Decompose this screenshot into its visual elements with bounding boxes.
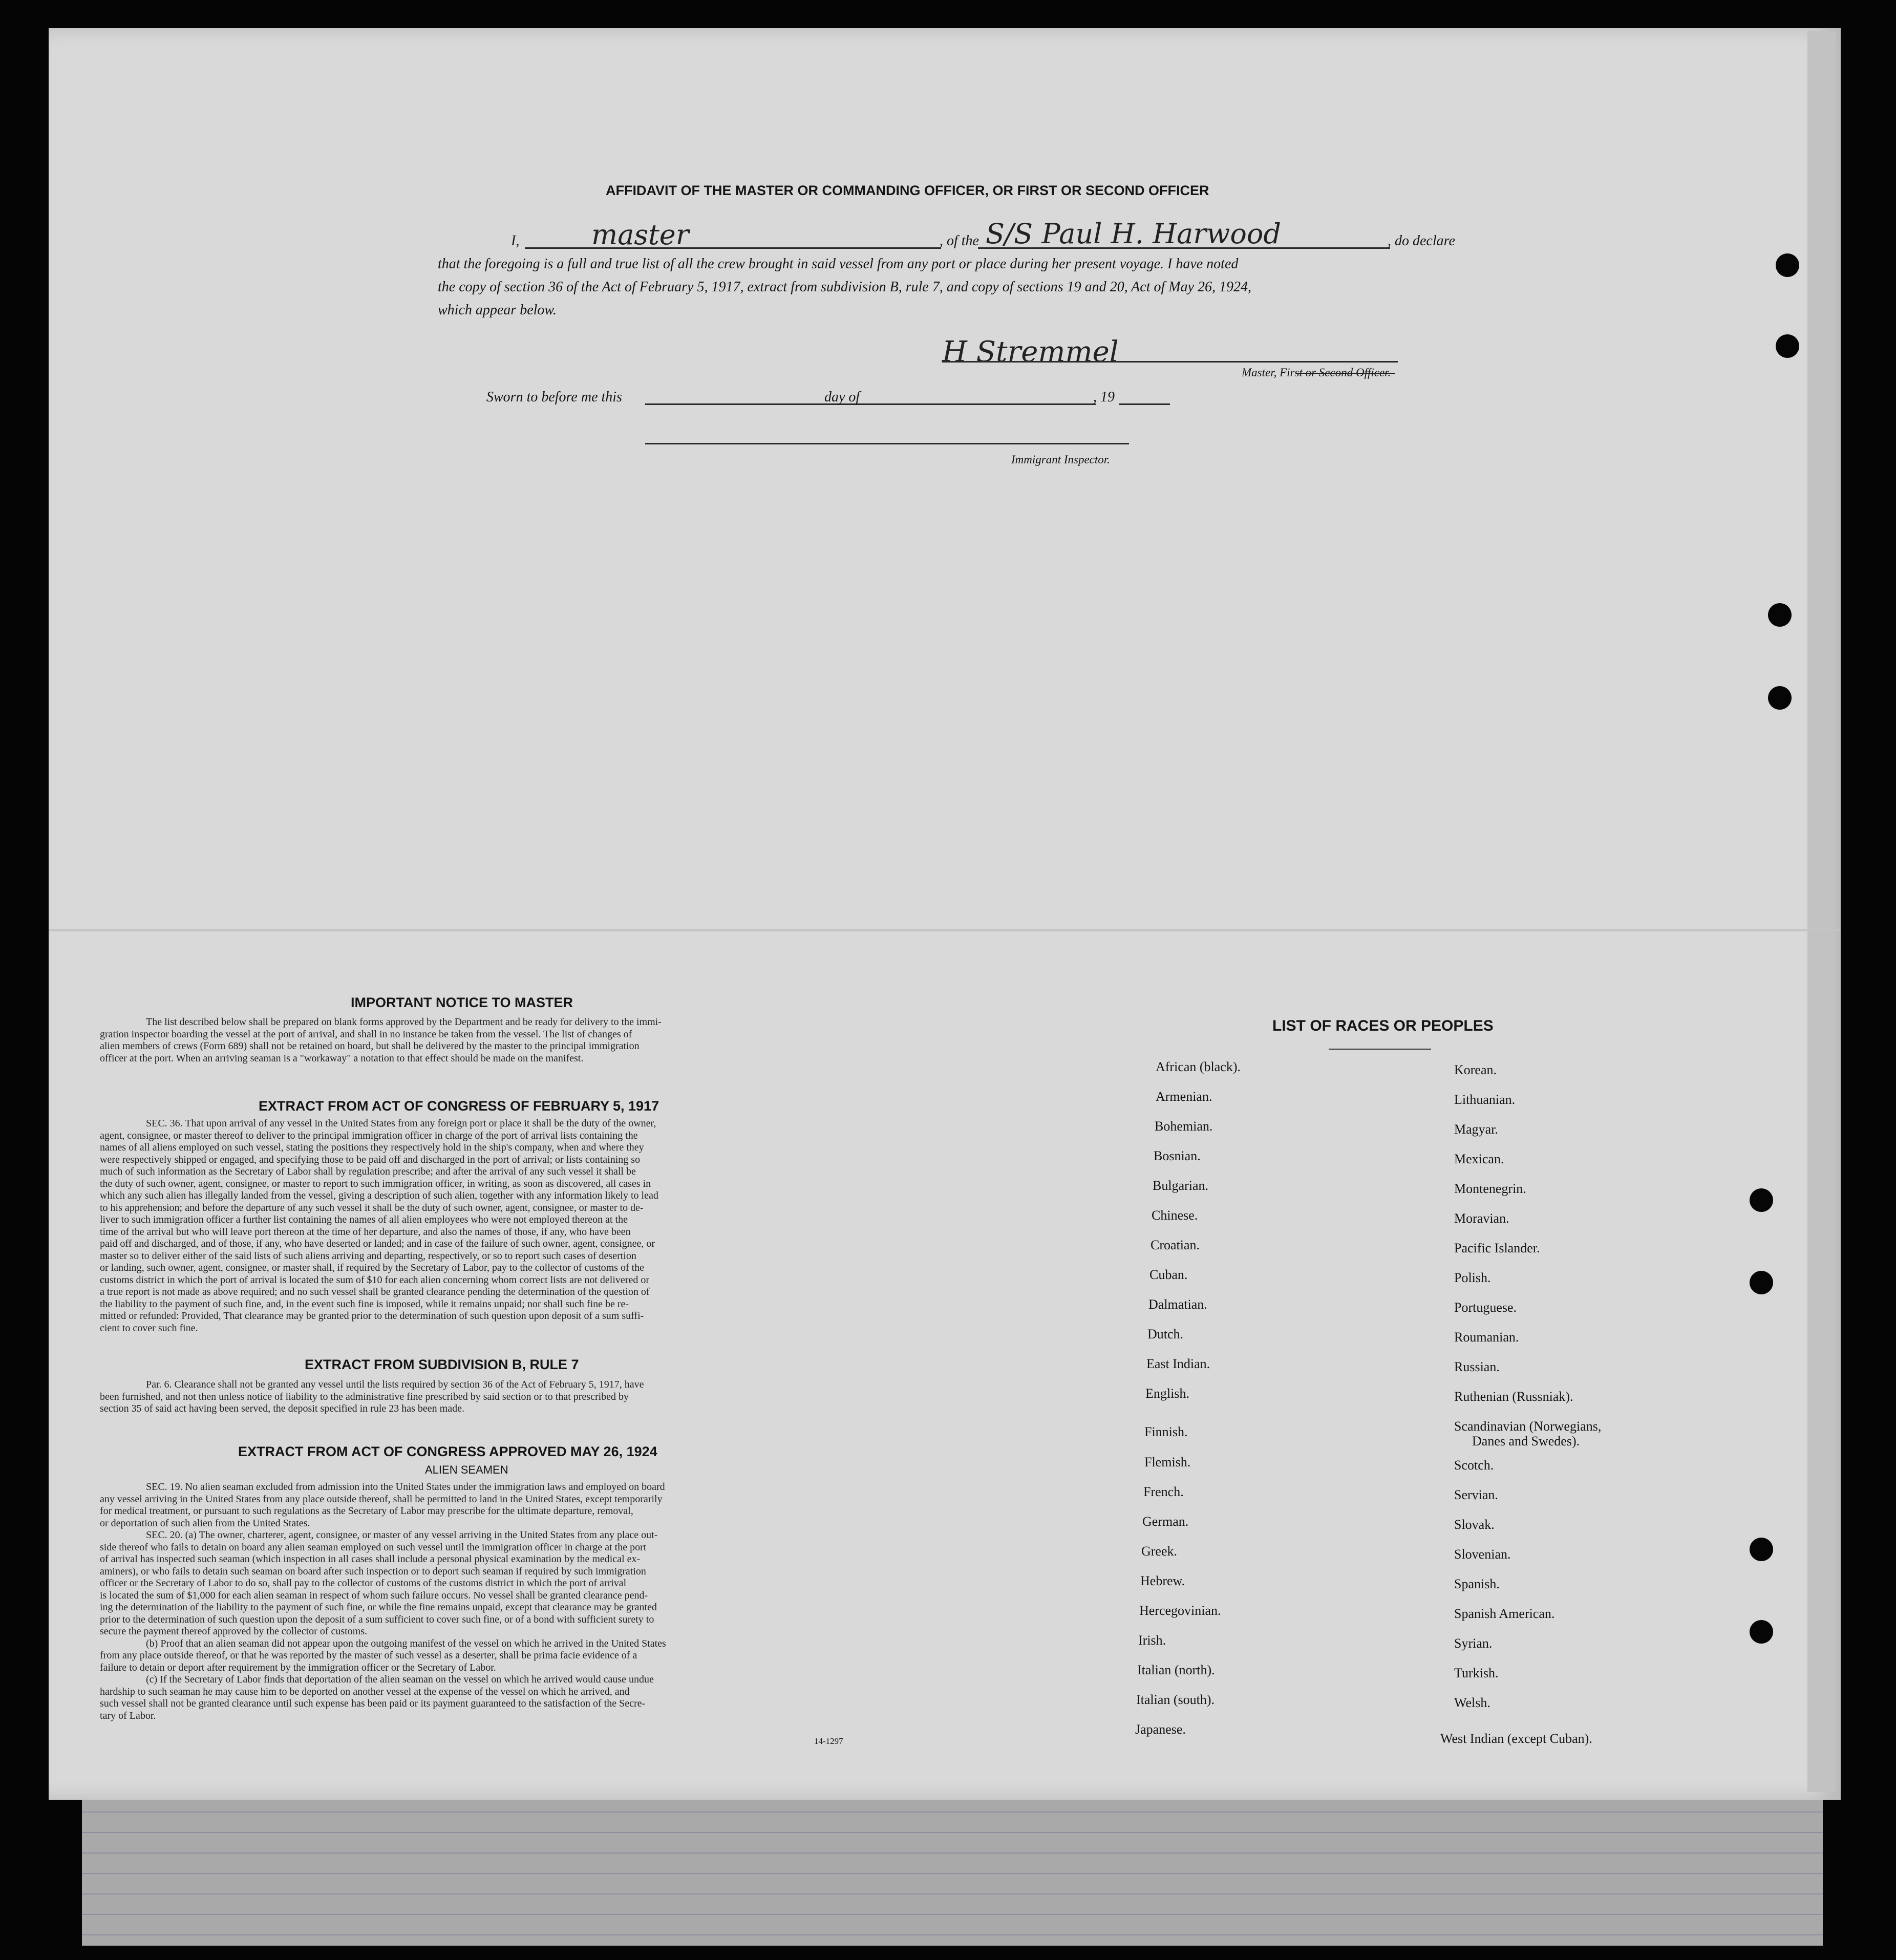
extract-1924-line: SEC. 19. No alien seaman excluded from admission into the United States under the immigration laws and employed on board xyxy=(146,1481,665,1493)
affidavit-i-label: I, xyxy=(511,233,520,249)
extract-1917-line: the liability to the payment of such fine, and, in the event such fine is imposed, while it remains unpaid; nor shall such fine be re- xyxy=(100,1298,629,1310)
affidavit-body-line-1: that the foregoing is a full and true list of all the crew brought in said vessel from any port or place during her present voyage. I have noted xyxy=(438,256,1239,272)
race-item: Servian. xyxy=(1454,1487,1498,1502)
race-item: Lithuanian. xyxy=(1454,1092,1516,1107)
race-item: Slovenian. xyxy=(1454,1547,1511,1562)
race-item: Bulgarian. xyxy=(1153,1178,1209,1193)
binder-hole xyxy=(1776,253,1799,277)
race-item: Roumanian. xyxy=(1454,1330,1519,1345)
extract-1924-subtitle: ALIEN SEAMEN xyxy=(425,1463,508,1476)
race-item: West Indian (except Cuban). xyxy=(1440,1731,1592,1746)
race-item: Scotch. xyxy=(1454,1458,1494,1473)
sworn-year-line xyxy=(1119,403,1170,405)
master-name-line xyxy=(525,247,941,249)
affidavit-body-line-2: the copy of section 36 of the Act of February 5, 1917, extract from subdivision B, rule 7, and copy of sections 19 and 20, Act of May 26, 1924, xyxy=(438,279,1252,295)
extract-1917-text xyxy=(100,1118,858,1334)
races-title-rule xyxy=(1329,1049,1431,1050)
extract-1917-line: SEC. 36. That upon arrival of any vessel in the United States from any foreign port or place it shall be the duty of the owner, xyxy=(146,1118,656,1129)
binder-hole xyxy=(1750,1538,1773,1561)
extract-1917-line: master so to deliver either of the said lists of such aliens arriving and departing, respectively, or so to report such cases of desertion xyxy=(100,1250,636,1262)
race-item: Dalmatian. xyxy=(1148,1297,1207,1312)
race-item: Greek. xyxy=(1141,1544,1178,1559)
race-item: Portuguese. xyxy=(1454,1300,1517,1315)
notice-text xyxy=(100,1016,858,1064)
extract-rule7-line: section 35 of said act having been served, the deposit specified in rule 23 has been made. xyxy=(100,1403,464,1414)
race-item: Pacific Islander. xyxy=(1454,1241,1540,1255)
extract-1917-line: to his apprehension; and before the departure of any such vessel it shall be the duty of such owner, agent, consignee, or master to de- xyxy=(100,1202,644,1213)
form-number: 14-1297 xyxy=(814,1736,843,1746)
race-item: Bohemian. xyxy=(1155,1119,1213,1134)
vessel-name-handwritten: S/S Paul H. Harwood xyxy=(986,218,1281,250)
extract-1924-line: secure the payment thereof approved by the collector of customs. xyxy=(100,1626,368,1637)
extract-1924-line: failure to detain or deport after requirement by the immigration officer or the Secretary of Labor. xyxy=(100,1661,496,1673)
extract-1917-line: the duty of such owner, agent, consignee, or master to report to such immigration officer, in writing, as soon as discovered, all cases in xyxy=(100,1178,651,1189)
document-page xyxy=(49,28,1841,1800)
race-item: Spanish. xyxy=(1454,1576,1500,1591)
race-item: Italian (south). xyxy=(1136,1692,1215,1707)
extract-1924-line: hardship to such seaman he may cause him to be deported on another vessel at the expense of the vessel on which he arrived, and xyxy=(100,1686,630,1697)
race-item: Croatian. xyxy=(1151,1238,1200,1252)
extract-1917-line: names of all aliens employed on such vessel, stating the positions they respectively hold in the ship's company, when and where they xyxy=(100,1142,644,1153)
binder-hole xyxy=(1750,1188,1773,1212)
page-fold-crease xyxy=(49,929,1841,931)
race-item: Ruthenian (Russniak). xyxy=(1454,1389,1573,1404)
notice-line: officer at the port. When an arriving seaman is a "workaway" a notation to that effect should be made on the manifest. xyxy=(100,1052,584,1064)
extract-rule7-text xyxy=(100,1379,858,1415)
race-item: Slovak. xyxy=(1454,1517,1495,1532)
race-item: Magyar. xyxy=(1454,1122,1498,1137)
extract-1924-line: aminers), or who fails to detain such seaman on board after such inspection or to deport such seaman if required by such immigration xyxy=(100,1565,646,1577)
race-item: Chinese. xyxy=(1152,1208,1198,1223)
notice-line: The list described below shall be prepared on blank forms approved by the Department and be ready for delivery to the immi- xyxy=(146,1016,662,1028)
extract-rule7-title: EXTRACT FROM SUBDIVISION B, RULE 7 xyxy=(305,1357,579,1372)
binder-hole xyxy=(1750,1271,1773,1294)
extract-1924-line: prior to the determination of such question upon the deposit of a sum sufficient to cover such fine, or of a bond with sufficient surety to xyxy=(100,1613,654,1625)
sworn-month-line xyxy=(870,403,1096,405)
extract-1917-line: time of the arrival but who will leave port thereon at the time of her departure, and also the names of those, if any, who have been xyxy=(100,1226,631,1238)
extract-1917-line: were respectively shipped or engaged, and specifying those to be paid off and discharged in the port of arrival; or lists containing so xyxy=(100,1154,641,1165)
page-edge-strip xyxy=(1807,31,1836,1792)
race-item: Turkish. xyxy=(1454,1666,1499,1680)
extract-1924-line: of arrival has inspected such seaman (which inspection in all cases shall include a personal physical examination by the medical ex- xyxy=(100,1553,641,1565)
binder-hole xyxy=(1750,1620,1773,1644)
extract-1917-title: EXTRACT FROM ACT OF CONGRESS OF FEBRUARY 5, 1917 xyxy=(259,1098,659,1114)
extract-1924-line: for medical treatment, or pursuant to such regulations as the Secretary of Labor may prescribe for the ultimate departure, removal, xyxy=(100,1505,633,1517)
notice-line: alien members of crews (Form 689) shall not be retained on board, but shall be delivered by the master to the principal immigration xyxy=(100,1040,640,1052)
extract-1924-line: is located the sum of $1,000 for each alien seaman in respect of whom such failure occurs. No vessel shall be granted clearance pend- xyxy=(100,1589,648,1601)
affidavit-title: AFFIDAVIT OF THE MASTER OR COMMANDING OFFICER, OR FIRST OR SECOND OFFICER xyxy=(606,183,1209,198)
master-name-handwritten: master xyxy=(591,219,689,251)
races-title: LIST OF RACES OR PEOPLES xyxy=(1272,1017,1494,1034)
race-item: Russian. xyxy=(1454,1359,1500,1374)
extract-1924-line: SEC. 20. (a) The owner, charterer, agent, consignee, or master of any vessel arriving in the United States from any place out- xyxy=(146,1529,658,1541)
of-the-label: , of the xyxy=(940,233,979,249)
extract-1917-line: cient to cover such fine. xyxy=(100,1322,198,1334)
race-item: Mexican. xyxy=(1454,1152,1504,1166)
extract-1917-line: which any such alien has illegally landed from the vessel, giving a description of such alien, together with any information likely to lead xyxy=(100,1190,658,1201)
race-item: Montenegrin. xyxy=(1454,1181,1526,1196)
affidavit-body-line-3: which appear below. xyxy=(438,302,557,318)
race-item: Moravian. xyxy=(1454,1211,1509,1226)
extract-1917-line: a true report is not made as above required; and no such vessel shall be granted clearance pending the determination of the question of xyxy=(100,1286,650,1297)
race-item: Spanish American. xyxy=(1454,1606,1555,1621)
sworn-label: Sworn to before me this xyxy=(486,389,622,405)
inspector-signature-line xyxy=(645,443,1129,444)
extract-1917-line: customs district in which the port of arrival is located the sum of $10 for each alien concerning whom correct lists are not delivered or xyxy=(100,1274,649,1286)
extract-1924-line: or deportation of such alien from the United States. xyxy=(100,1517,310,1529)
race-item: Italian (north). xyxy=(1137,1663,1215,1677)
extract-rule7-line: Par. 6. Clearance shall not be granted any vessel until the lists required by section 36 of the Act of February 5, 1917, have xyxy=(146,1379,644,1390)
notice-title: IMPORTANT NOTICE TO MASTER xyxy=(351,995,573,1010)
extract-1917-line: agent, consignee, or master thereof to deliver to the principal immigration officer in charge of the port of arrival lists containing the xyxy=(100,1130,638,1141)
year-label: , 19 xyxy=(1093,389,1115,405)
extract-1924-text xyxy=(100,1481,858,1722)
race-item: Hercegovinian. xyxy=(1139,1603,1221,1618)
extract-1917-line: mitted or refunded: Provided, That clearance may be granted prior to the determination of such question upon deposit of a sum suffi- xyxy=(100,1310,644,1322)
binder-hole xyxy=(1768,686,1792,710)
binder-hole xyxy=(1768,603,1792,627)
extract-1924-line: (b) Proof that an alien seaman did not appear upon the outgoing manifest of the vessel on which he arrived in the United States xyxy=(146,1637,666,1649)
extract-1917-line: much of such information as the Secretary of Labor shall by regulation prescribe; and after the arrival of any such vessel it shall be xyxy=(100,1166,636,1177)
inspector-caption: Immigrant Inspector. xyxy=(1011,453,1110,466)
extract-1917-line: or landing, such owner, agent, consignee, or master shall, if required by the Secretary of Labor, pay to the collector of customs of the xyxy=(100,1262,645,1273)
extract-rule7-line: been furnished, and not then unless notice of liability to the administrative fine prescribed by said section or to that prescribed by xyxy=(100,1391,629,1402)
race-item: Cuban. xyxy=(1149,1267,1188,1282)
extract-1924-line: tary of Labor. xyxy=(100,1710,156,1721)
race-item: Dutch. xyxy=(1147,1327,1184,1341)
signature-caption-text: Master, First or Second Officer. xyxy=(1242,366,1391,379)
race-item: Scandinavian (Norwegians, xyxy=(1454,1419,1602,1434)
extract-1924-line: from any place outside thereof, or that he was reported by the master of such vessel as a deserter, shall be prima facie evidence of a xyxy=(100,1650,637,1661)
race-item: Polish. xyxy=(1454,1270,1491,1285)
signature-line xyxy=(942,361,1398,363)
binder-hole xyxy=(1776,334,1799,358)
race-item: East Indian. xyxy=(1146,1356,1210,1371)
extract-1924-line: ing the determination of the liability to the payment of such fine, or while the fine remains unpaid, except that clearance may be granted xyxy=(100,1602,657,1613)
extract-1924-line: side thereof who fails to detain on board any alien seaman employed on such vessel until the immigration officer in charge at the port xyxy=(100,1541,647,1553)
race-item: Syrian. xyxy=(1454,1636,1493,1651)
extract-1917-line: paid off and discharged, and of those, if any, who have deserted or landed; and in case of the failure of such owner, agent, consignee, or xyxy=(100,1238,655,1249)
extract-1924-line: (c) If the Secretary of Labor finds that deportation of the alien seaman on the vessel on which he arrived would cause undue xyxy=(146,1674,654,1685)
extract-1924-title: EXTRACT FROM ACT OF CONGRESS APPROVED MAY 26, 1924 xyxy=(238,1444,657,1459)
extract-1924-line: any vessel arriving in the United States from any place outside thereof, shall be permitted to land in the United States, except temporarily xyxy=(100,1493,663,1505)
race-item: Finnish. xyxy=(1144,1424,1188,1439)
race-item: English. xyxy=(1145,1386,1189,1401)
extract-1924-line: such vessel shall not be granted clearance until such expense has been paid or its payment guaranteed to the satisfaction of the Secre- xyxy=(100,1698,646,1709)
race-item: Bosnian. xyxy=(1154,1148,1201,1163)
race-item: German. xyxy=(1142,1514,1189,1529)
do-declare-label: , do declare xyxy=(1388,233,1455,249)
extract-1917-line: liver to such immigration officer a further list containing the names of all alien employees who were not employed thereon at the xyxy=(100,1214,628,1225)
notice-line: gration inspector boarding the vessel at the port of arrival, and shall in no instance be taken from the vessel. The list of changes of xyxy=(100,1028,632,1040)
race-item: Korean. xyxy=(1454,1062,1497,1077)
race-item: Japanese. xyxy=(1135,1722,1186,1737)
race-item: Armenian. xyxy=(1156,1089,1212,1104)
race-item: Flemish. xyxy=(1144,1455,1191,1469)
race-item: African (black). xyxy=(1156,1059,1241,1074)
underlying-ledger-sheet xyxy=(82,1792,1823,1946)
strikeout-first-second-officer xyxy=(1295,373,1395,374)
race-item: Welsh. xyxy=(1454,1695,1490,1710)
race-item: Danes and Swedes). xyxy=(1472,1434,1580,1448)
extract-1924-line: officer or the Secretary of Labor to do so, shall pay to the collector of customs of the customs district in which the port of arrival xyxy=(100,1578,627,1589)
day-of-label: day of xyxy=(824,389,860,405)
master-signature: H Stremmel xyxy=(942,335,1119,369)
race-item: Hebrew. xyxy=(1140,1573,1185,1588)
race-item: French. xyxy=(1143,1484,1184,1499)
race-item: Irish. xyxy=(1138,1633,1166,1648)
